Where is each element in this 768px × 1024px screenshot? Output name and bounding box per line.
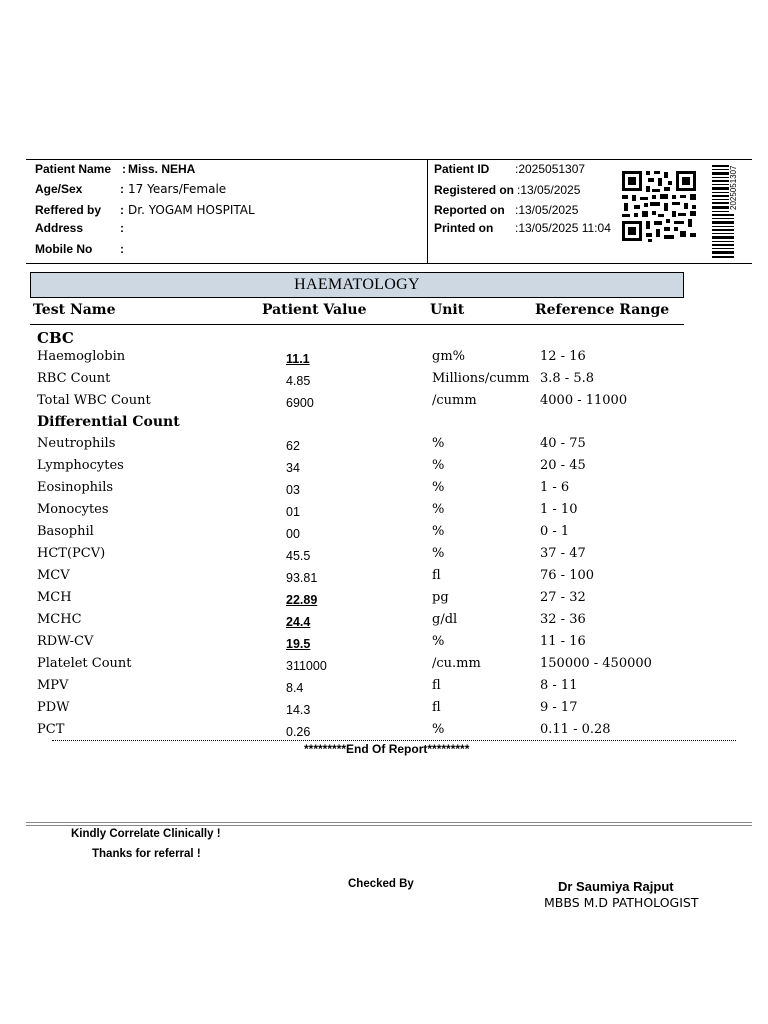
column-header-patient-value: Patient Value [262,302,367,318]
age-sex-label: Age/Sex [35,182,83,196]
reference-range: 8 - 11 [540,678,578,693]
test-name: PDW [37,700,70,715]
referred-by-value: Dr. YOGAM HOSPITAL [128,203,255,217]
doctor-name: Dr Saumiya Rajput [558,879,674,894]
patient-value-abnormal: 19.5 [286,637,311,651]
patient-name-label: Patient Name [35,162,112,176]
unit: /cu.mm [432,656,481,671]
barcode-number: 2025051307 [729,165,738,210]
unit: % [432,524,445,539]
reference-range: 11 - 16 [540,634,586,649]
reported-on-label: Reported on [434,203,505,217]
reference-range: 150000 - 450000 [540,656,652,671]
address-separator: : [120,221,124,235]
patient-value: 6900 [286,396,314,410]
reference-range: 40 - 75 [540,436,586,451]
reference-range: 3.8 - 5.8 [540,371,595,386]
registered-on-value: :13/05/2025 [517,183,581,197]
end-of-report-text: *********End Of Report********* [304,742,470,756]
patient-value: 00 [286,527,300,541]
patient-name-value: Miss. NEHA [128,162,196,176]
table-row [0,436,768,458]
reference-range: 4000 - 11000 [540,393,628,408]
patient-value: 03 [286,483,300,497]
group-title-cbc: CBC [37,329,74,347]
test-name: RDW-CV [37,634,94,649]
printed-on-value: :13/05/2025 11:04 [515,221,611,235]
doctor-qualification: MBBS M.D PATHOLOGIST [544,895,699,910]
test-name: HCT(PCV) [37,546,106,561]
table-row [0,349,768,371]
test-name: Haemoglobin [37,349,126,364]
table-row [0,546,768,568]
printed-on-label: Printed on [434,221,494,235]
reference-range: 0.11 - 0.28 [540,722,611,737]
column-header-test-name: Test Name [33,302,116,318]
patient-value-abnormal: 11.1 [286,352,310,366]
patient-value: 34 [286,461,300,475]
patient-value: 45.5 [286,549,311,563]
table-row [0,678,768,700]
reference-range: 12 - 16 [540,349,586,364]
test-name: RBC Count [37,371,111,386]
column-header-reference-range: Reference Range [535,302,670,318]
test-name: Platelet Count [37,656,132,671]
patient-value: 8.4 [286,681,304,695]
test-name: Lymphocytes [37,458,124,473]
test-name: PCT [37,722,65,737]
unit: fl [432,568,441,583]
patient-value-abnormal: 24.4 [286,615,311,629]
mobile-label: Mobile No [35,242,93,256]
patient-value: 93.81 [286,571,318,585]
table-row [0,480,768,502]
patient-id-label: Patient ID [434,162,490,176]
unit: fl [432,700,441,715]
test-name: Neutrophils [37,436,116,451]
patient-value: 62 [286,439,300,453]
test-name: Eosinophils [37,480,114,495]
header-bottom-border [26,263,752,264]
table-row [0,634,768,656]
test-name: Basophil [37,524,94,539]
thanks-for-referral-text: Thanks for referral ! [92,848,201,860]
unit: % [432,480,445,495]
patient-value-abnormal: 22.89 [286,593,318,607]
unit: % [432,722,445,737]
table-row [0,502,768,524]
mobile-separator: : [120,242,124,256]
referred-by-label: Reffered by [35,203,102,217]
differential-results [0,436,768,744]
patient-value: 4.85 [286,374,311,388]
qr-code-icon [620,169,698,243]
unit: /cumm [432,393,477,408]
registered-on-label: Registered on [434,183,515,197]
end-dotted-line [52,740,736,741]
unit: Millions/cumm [432,371,530,386]
header-divider [427,159,428,263]
unit: gm% [432,349,466,364]
table-row [0,371,768,393]
correlate-clinically-text: Kindly Correlate Clinically ! [71,828,221,840]
unit: % [432,634,445,649]
unit: % [432,436,445,451]
unit: % [432,458,445,473]
reference-range: 20 - 45 [540,458,586,473]
test-name: Monocytes [37,502,109,517]
table-row [0,656,768,678]
column-header-underline [30,324,684,325]
age-sex-separator: : [120,182,124,196]
table-row [0,700,768,722]
patient-value: 0.26 [286,725,311,739]
table-row [0,393,768,415]
table-row [0,524,768,546]
test-name: MCH [37,590,72,605]
reference-range: 9 - 17 [540,700,578,715]
patient-value: 311000 [286,659,327,673]
referred-by-separator: : [120,203,124,217]
reference-range: 76 - 100 [540,568,595,583]
column-header-unit: Unit [430,302,465,318]
unit: % [432,502,445,517]
test-name: MCHC [37,612,82,627]
age-sex-value: 17 Years/Female [128,182,227,196]
address-label: Address [35,221,84,235]
patient-id-value: :2025051307 [515,162,586,176]
header-top-border [26,159,752,160]
patient-name-separator: : [122,162,126,176]
patient-value: 01 [286,505,300,519]
table-row [0,612,768,634]
test-name: MCV [37,568,70,583]
test-name: MPV [37,678,69,693]
reference-range: 32 - 36 [540,612,586,627]
section-title-haematology: HAEMATOLOGY [30,272,684,298]
table-row [0,568,768,590]
table-row [0,590,768,612]
reference-range: 1 - 10 [540,502,578,517]
unit: g/dl [432,612,458,627]
unit: % [432,546,445,561]
reference-range: 0 - 1 [540,524,570,539]
cbc-results [0,349,768,415]
reported-on-value: :13/05/2025 [515,203,579,217]
footer-divider [26,822,752,826]
group-title-differential-count: Differential Count [37,414,180,430]
checked-by-label: Checked By [348,878,414,890]
reference-range: 27 - 32 [540,590,586,605]
reference-range: 1 - 6 [540,480,570,495]
test-name: Total WBC Count [37,393,151,408]
unit: fl [432,678,441,693]
patient-value: 14.3 [286,703,311,717]
reference-range: 37 - 47 [540,546,586,561]
unit: pg [432,590,449,605]
table-row [0,458,768,480]
